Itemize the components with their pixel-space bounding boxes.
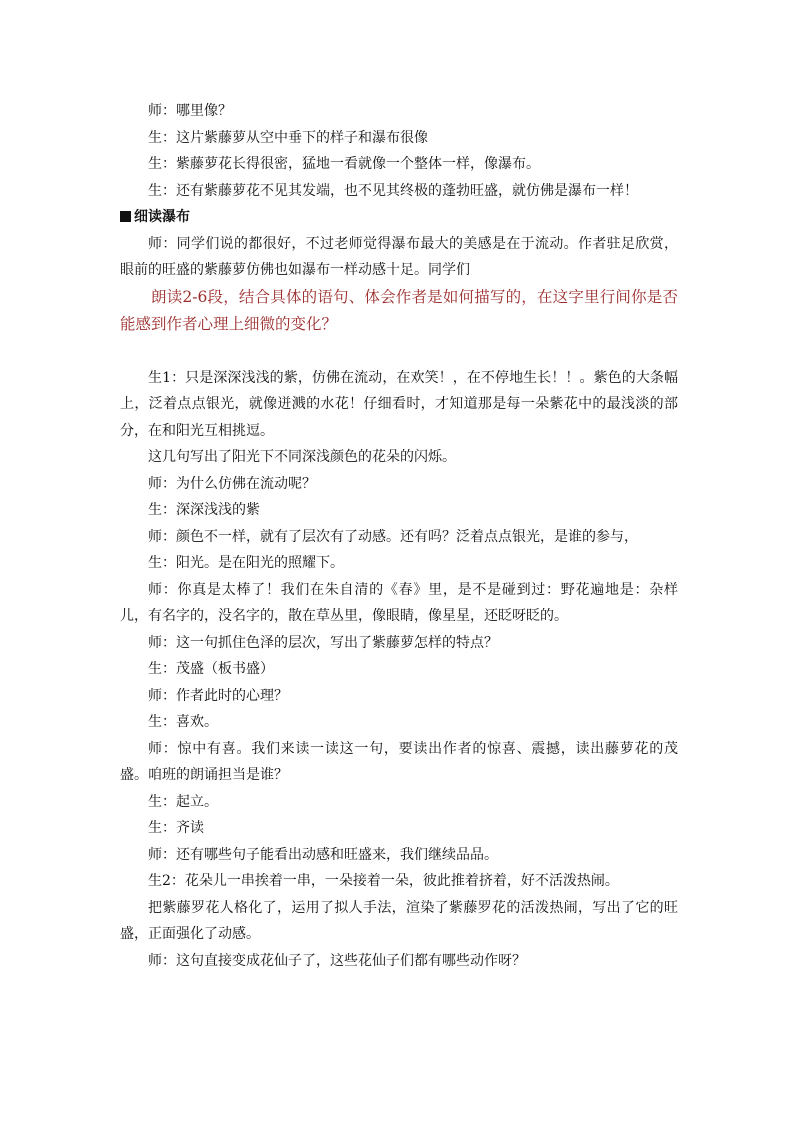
reading-prompt: 朗读2-6段，结合具体的语句、体会作者是如何描写的，在这字里行间你是否能感到作者心理上细微的变化？ [120,287,678,333]
dialogue-line: 这几句写出了阳光下不同深浅颜色的花朵的闪烁。 [148,449,456,465]
section-heading-text: 细读瀑布 [134,209,190,225]
dialogue-line: 师：你真是太棒了！我们在朱自清的《春》里，是不是碰到过：野花遍地是：杂样儿，有名字的，没名字的，散在草丛里，像眼睛，像星星，还眨呀眨的。 [120,581,678,624]
dialogue-line: 师：这一句抓住色泽的层次，写出了紫藤萝怎样的特点？ [148,634,498,651]
dialogue-line: 师：惊中有喜。我们来读一读这一句，要读出作者的惊喜、震撼，读出藤萝花的茂盛。咱班的朗诵担当是谁？ [120,740,678,783]
dialogue-line: 师：这句直接变成花仙子了，这些花仙子们都有哪些动作呀？ [148,952,526,969]
document-page [120,98,678,974]
dialogue-line: 生：还有紫藤萝花不见其发端，也不见其终极的蓬勃旺盛，就仿佛是瀑布一样！ [148,182,638,199]
dialogue-line: 生2：花朵儿一串挨着一串，一朵接着一朵，彼此推着挤着，好不活泼热闹。 [148,873,619,889]
dialogue-line: 师：为什么仿佛在流动呢？ [148,475,316,492]
square-bullet-icon [120,211,131,222]
dialogue-line: 师：作者此时的心理？ [148,687,288,704]
dialogue-line: 把紫藤罗花人格化了，运用了拟人手法，渲染了紫藤罗花的活泼热闹，写出了它的旺盛，正面强化了动感。 [120,899,678,942]
dialogue-line: 生：喜欢。 [148,714,218,730]
dialogue-line: 生：阳光。是在阳光的照耀下。 [148,555,344,571]
blank-line [120,338,678,365]
dialogue-line: 师：还有哪些句子能看出动感和旺盛来，我们继续品品。 [148,846,498,863]
dialogue-line: 生：这片紫藤萝从空中垂下的样子和瀑布很像 [148,129,428,146]
teacher-intro: 师：同学们说的都很好，不过老师觉得瀑布最大的美感是在于流动。作者驻足欣赏，眼前的旺盛的紫藤萝仿佛也如瀑布一样动感十足。同学们 [120,235,678,278]
dialogue-line: 师：颜色不一样，就有了层次有了动感。还有吗？泛着点点银光，是谁的参与， [148,528,638,545]
dialogue-line: 生：深深浅浅的紫 [148,502,260,518]
section-heading [120,204,678,231]
dialogue-line: 师：哪里像？ [148,103,232,119]
dialogue-line: 生：齐读 [148,820,204,836]
dialogue-line: 生：茂盛（板书盛） [148,661,274,677]
dialogue-line: 生1：只是深深浅浅的紫，仿佛在流动，在欢笑！，在不停地生长！！。紫色的大条幅上，泛着点点银光，就像迸溅的水花！仔细看时，才知道那是每一朵紫花中的最浅淡的部分，在和阳光互相挑逗。 [120,369,678,439]
dialogue-line: 生：紫藤萝花长得很密，猛地一看就像一个整体一样，像瀑布。 [148,156,540,172]
dialogue-line: 生：起立。 [148,793,218,810]
